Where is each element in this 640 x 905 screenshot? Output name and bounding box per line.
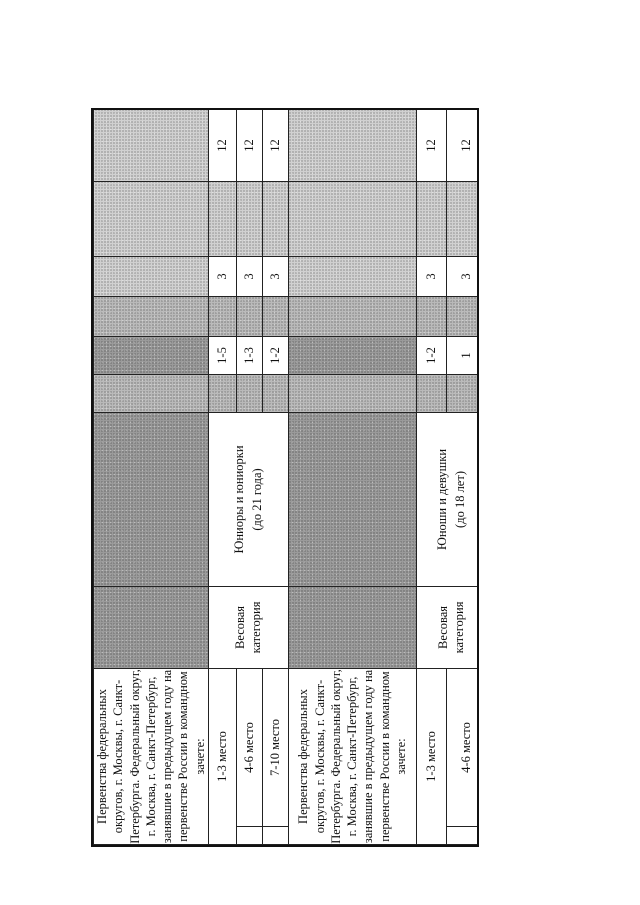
shaded-cell — [288, 296, 416, 336]
spacer-cell — [236, 827, 262, 845]
shaded-cell — [288, 586, 416, 668]
shaded-cell — [208, 374, 236, 412]
value-cell: 1 — [446, 336, 479, 374]
shaded-cell — [288, 181, 416, 256]
value-cell: 1-2 — [262, 336, 288, 374]
value-cell: 12 — [416, 109, 446, 181]
shaded-cell — [94, 336, 209, 374]
shaded-cell — [94, 181, 209, 256]
shaded-cell — [262, 296, 288, 336]
age-group-line2: (до 21 года) — [250, 468, 265, 531]
shaded-cell — [208, 181, 236, 256]
value-cell: 12 — [446, 109, 479, 181]
age-group-cell — [416, 412, 479, 586]
shaded-cell — [416, 374, 446, 412]
shaded-cell — [94, 296, 209, 336]
shaded-cell — [236, 374, 262, 412]
spacer-cell — [446, 827, 479, 845]
shaded-cell — [416, 296, 446, 336]
table-row — [94, 109, 209, 844]
place-cell: 1-3 место — [208, 668, 236, 844]
sports-norms-table — [91, 108, 479, 847]
shaded-cell — [446, 374, 479, 412]
place-cell: 7-10 место — [262, 668, 288, 826]
value-cell: 3 — [416, 256, 446, 296]
age-group-line2: (до 18 лет) — [453, 471, 468, 528]
shaded-cell — [94, 256, 209, 296]
shaded-cell — [94, 412, 209, 586]
value-cell: 3 — [446, 256, 479, 296]
place-cell: 4-6 место — [236, 668, 262, 826]
shaded-cell — [94, 586, 209, 668]
value-cell: 1-2 — [416, 336, 446, 374]
age-group-line1: Юноши и девушки — [435, 448, 450, 551]
place-cell: 4-6 место — [446, 668, 479, 826]
table-row — [208, 109, 236, 844]
shaded-cell — [288, 336, 416, 374]
spacer-cell — [262, 827, 288, 845]
shaded-cell — [262, 181, 288, 256]
shaded-cell — [446, 296, 479, 336]
value-cell: 3 — [236, 256, 262, 296]
weight-category-cell: Весовая категория — [208, 586, 288, 668]
shaded-cell — [94, 374, 209, 412]
block2-description: Первенства федеральных округов, г. Москвы, г. Санкт-Петербурга. Федеральный округ, г. Москва, г. Санкт-Петербург, занявшие в предыдущем году на первенстве России в командном зачете: — [288, 668, 416, 844]
table-row — [288, 109, 416, 844]
shaded-cell — [416, 181, 446, 256]
shaded-cell — [288, 412, 416, 586]
shaded-cell — [288, 109, 416, 181]
table-row — [416, 109, 446, 844]
value-cell: 3 — [208, 256, 236, 296]
value-cell: 1-3 — [236, 336, 262, 374]
value-cell: 12 — [262, 109, 288, 181]
shaded-cell — [236, 296, 262, 336]
shaded-cell — [262, 374, 288, 412]
weight-category-cell: Весовая категория — [416, 586, 479, 668]
place-cell: 1-3 место — [416, 668, 446, 844]
value-cell: 12 — [208, 109, 236, 181]
value-cell: 12 — [236, 109, 262, 181]
block1-description: Первенства федеральных округов, г. Москвы, г. Санкт-Петербурга. Федеральный округ, г. Москва, г. Санкт-Петербург, занявшие в предыдущем году на первенстве России в командном зачете: — [95, 669, 207, 844]
shaded-cell — [288, 374, 416, 412]
value-cell: 1-5 — [208, 336, 236, 374]
shaded-cell — [208, 296, 236, 336]
age-group-line1: Юниоры и юниорки — [232, 445, 247, 554]
shaded-cell — [446, 181, 479, 256]
value-cell: 3 — [262, 256, 288, 296]
table-grid — [93, 109, 479, 845]
age-group-cell — [208, 412, 288, 586]
shaded-cell — [288, 256, 416, 296]
table-rotator — [93, 110, 477, 845]
shaded-cell — [236, 181, 262, 256]
shaded-cell — [94, 109, 209, 181]
